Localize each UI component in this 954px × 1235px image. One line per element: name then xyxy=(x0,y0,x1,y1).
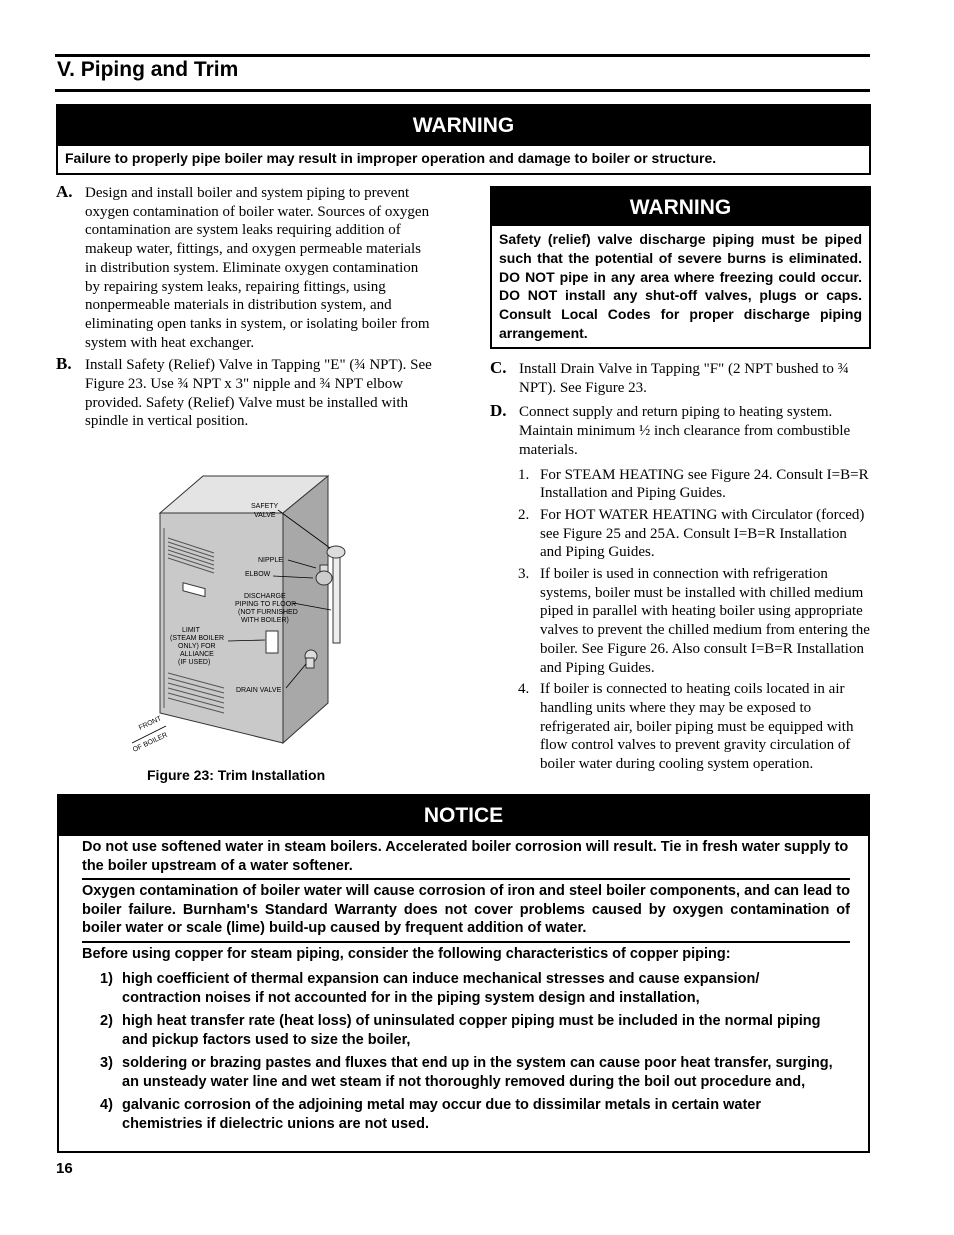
sub-text: If boiler is used in connection with refrigeration systems, boiler must be installed with chilled medium piped in parallel with heating boiler using appropriate valves to prevent the chilled medium from entering the boiler. See Figure 26. Also consult I=B=R Installation and Piping Guides. xyxy=(540,566,870,676)
step-a xyxy=(56,184,436,352)
step-label: D. xyxy=(490,401,507,421)
step-label: B. xyxy=(56,354,72,374)
list-number: 2) xyxy=(100,1013,113,1029)
figure-caption: Figure 23: Trim Installation xyxy=(147,767,326,783)
label-limit: LIMIT xyxy=(182,627,200,634)
sub-number: 2. xyxy=(518,506,530,523)
sub-number: 1. xyxy=(518,466,530,483)
step-c xyxy=(490,360,870,397)
notice-list-item xyxy=(59,1096,838,1133)
notice-paragraph: Before using copper for steam piping, consider the following characteristics of copper piping: xyxy=(82,945,731,962)
warning-text: Failure to properly pipe boiler may result in improper operation and damage to boiler or structure. xyxy=(65,150,717,166)
label-safety: SAFETY xyxy=(251,503,279,510)
label-discharge: DISCHARGE xyxy=(244,593,286,600)
label-discharge-4: WITH BOILER) xyxy=(241,617,289,624)
label-discharge-2: PIPING TO FLOOR xyxy=(235,601,297,608)
list-text: galvanic corrosion of the adjoining metal may occur due to dissimilar metals in certain water chemistries if dielectric unions are not used. xyxy=(122,1097,761,1132)
list-text: high coefficient of thermal expansion can induce mechanical stresses and cause expansion/ contraction noises if not accounted for in the piping system design and installation, xyxy=(122,971,760,1006)
sub-text: If boiler is connected to heating coils located in air handling units where they may be exposed to refrigerated air, boiler piping must be equipped with flow control valves to prevent gravity circulation of boiler water during cooling system operation. xyxy=(540,681,854,773)
step-b xyxy=(56,356,436,431)
label-elbow: ELBOW xyxy=(245,571,271,578)
list-text: high heat transfer rate (heat loss) of uninsulated copper piping must be included in the normal piping and pickup factors used to size the boiler, xyxy=(122,1013,821,1048)
step-d xyxy=(490,403,870,459)
page-number: 16 xyxy=(56,1160,73,1177)
label-limit-4: ALLIANCE xyxy=(180,651,214,658)
step-text: Connect supply and return piping to heating system. Maintain minimum ½ inch clearance from combustible materials. xyxy=(519,404,851,458)
notice-paragraph: Oxygen contamination of boiler water will cause corrosion of iron and steel boiler components, and can lead to boiler failure. Burnham's Standard Warranty does not cover problems caused by oxygen contamination of boiler water or scale (lime) build-up caused by frequent addition of water. xyxy=(82,880,850,943)
notice-paragraph: Do not use softened water in steam boilers. Accelerated boiler corrosion will result. Tie in fresh water supply to the boiler upstream of a water softener. xyxy=(82,836,850,880)
notice-list-item xyxy=(59,1054,838,1091)
sub-item xyxy=(490,506,870,562)
step-label: C. xyxy=(490,358,507,377)
notice-box xyxy=(57,794,870,1153)
label-limit-5: (IF USED) xyxy=(178,659,211,666)
label-front: FRONT xyxy=(137,715,163,732)
trim-installation-figure xyxy=(128,468,368,758)
warning-header: WARNING xyxy=(58,106,869,146)
sub-number: 3. xyxy=(518,566,530,583)
step-label: A. xyxy=(56,182,73,201)
list-number: 3) xyxy=(100,1055,113,1071)
sub-number: 4. xyxy=(518,681,530,698)
sub-text: For HOT WATER HEATING with Circulator (forced) see Figure 25 and 25A. Consult I=B=R Installation and Piping Guides. xyxy=(540,506,865,561)
label-discharge-3: (NOT FURNISHED xyxy=(238,609,298,616)
notice-list-item xyxy=(59,1012,838,1049)
notice-header: NOTICE xyxy=(59,796,868,836)
warning-box-right xyxy=(490,186,871,349)
sub-item xyxy=(490,466,870,503)
label-drain-valve: DRAIN VALVE xyxy=(236,687,282,694)
section-title: V. Piping and Trim xyxy=(57,58,239,81)
list-text: soldering or brazing pastes and fluxes that end up in the system can cause poor heat transfer, surging, an unsteady water line and wet steam if not thoroughly removed during the boil out procedure and, xyxy=(122,1055,833,1090)
boiler-illustration xyxy=(128,468,368,758)
left-column xyxy=(56,184,436,435)
warning-header: WARNING xyxy=(492,188,869,226)
step-text: Design and install boiler and system piping to prevent oxygen contamination of boiler water. Sources of oxygen contamination are system leaks requiring addition of makeup water, fittings, and oxygen permeable materials in distribution system. Eliminate oxygen contamination by repairing system leaks, repairing fittings, using nonpermeable materials in distribution system, and eliminating open tanks in system, or isolating boiler from system with heat exchanger. xyxy=(85,185,430,351)
list-number: 4) xyxy=(100,1097,113,1113)
notice-list-item xyxy=(59,970,838,1007)
sub-text: For STEAM HEATING see Figure 24. Consult I=B=R Installation and Piping Guides. xyxy=(540,466,869,502)
sub-item xyxy=(490,680,870,774)
warning-text: Safety (relief) valve discharge piping must be piped such that the potential of severe burns is eliminated. DO NOT pipe in any area where freezing could occur. DO NOT install any shut-off valves, plugs or caps. Consult Local Codes for proper discharge piping arrangement. xyxy=(499,231,862,341)
label-of-boiler: OF BOILER xyxy=(131,731,169,754)
top-rule xyxy=(55,54,870,57)
label-nipple: NIPPLE xyxy=(258,557,283,564)
warning-box-top xyxy=(56,104,871,175)
sub-item xyxy=(490,565,870,677)
title-rule xyxy=(55,89,870,92)
list-number: 1) xyxy=(100,971,113,987)
label-limit-3: ONLY) FOR xyxy=(178,643,216,650)
label-valve: VALVE xyxy=(254,512,276,519)
right-column xyxy=(490,360,870,777)
label-limit-2: (STEAM BOILER xyxy=(170,635,225,642)
step-text: Install Drain Valve in Tapping "F" (2 NPT bushed to ¾ NPT). See Figure 23. xyxy=(519,361,849,396)
step-text: Install Safety (Relief) Valve in Tapping "E" (¾ NPT). See Figure 23. Use ¾ NPT x 3" nipple and ¾ NPT elbow provided. Safety (Relief) Valve must be installed with spindle in vertical position. xyxy=(85,357,432,430)
